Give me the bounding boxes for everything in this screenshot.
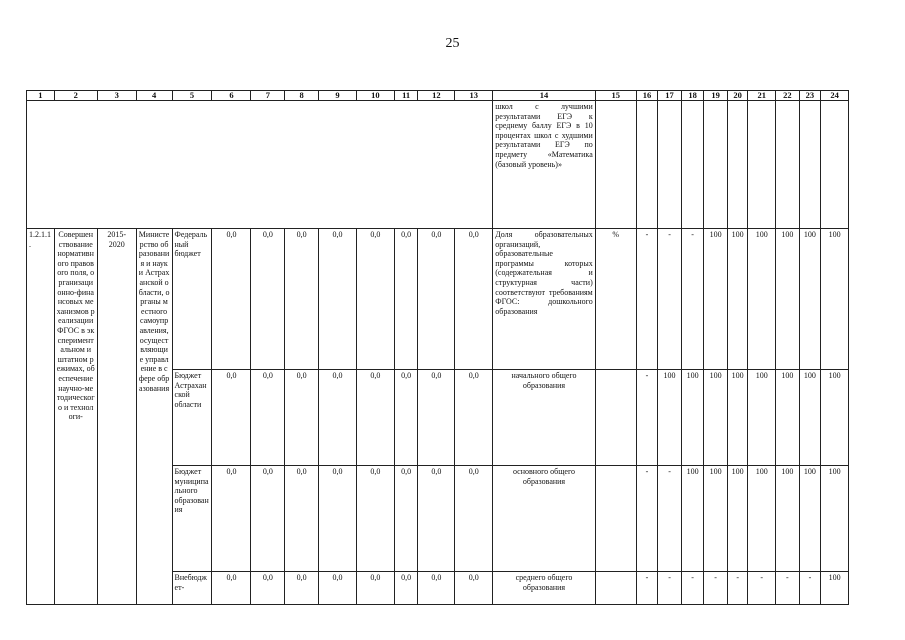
column-number: 11	[394, 91, 418, 101]
column-number: 10	[356, 91, 394, 101]
funding-value: 0,0	[394, 466, 418, 572]
empty-cell	[821, 101, 849, 229]
target-value: -	[636, 370, 658, 466]
funding-value: 0,0	[418, 466, 455, 572]
empty-cell	[727, 101, 747, 229]
funding-value: 0,0	[418, 370, 455, 466]
target-value: 100	[727, 466, 747, 572]
column-number: 18	[681, 91, 704, 101]
column-number: 17	[658, 91, 682, 101]
funding-value: 0,0	[394, 572, 418, 605]
target-value: -	[748, 572, 776, 605]
measure-executor: Министерство образования и науки Астраханской области, органы местного самоуправления, осуществляющие управление в сфере образования	[136, 229, 172, 605]
empty-cell	[776, 101, 800, 229]
unit-cell	[595, 370, 636, 466]
funding-source: Бюджет Астраханской области	[172, 370, 212, 466]
funding-value: 0,0	[455, 466, 493, 572]
column-number: 12	[418, 91, 455, 101]
measure-code: 1.2.1.1.	[27, 229, 55, 605]
funding-value: 0,0	[285, 229, 319, 370]
carryover-row	[27, 101, 849, 229]
target-value: 100	[776, 466, 800, 572]
target-value: 100	[681, 466, 704, 572]
funding-value: 0,0	[356, 370, 394, 466]
empty-cell	[595, 101, 636, 229]
column-number-row	[27, 91, 849, 101]
funding-value: 0,0	[251, 466, 285, 572]
funding-value: 0,0	[356, 572, 394, 605]
funding-value: 0,0	[319, 466, 357, 572]
funding-value: 0,0	[212, 572, 251, 605]
column-number: 1	[27, 91, 55, 101]
column-number: 22	[776, 91, 800, 101]
funding-value: 0,0	[455, 229, 493, 370]
indicator-text: основного общего образования	[493, 466, 595, 572]
target-value: -	[727, 572, 747, 605]
column-number: 15	[595, 91, 636, 101]
funding-value: 0,0	[394, 229, 418, 370]
target-value: 100	[681, 370, 704, 466]
target-value: 100	[821, 572, 849, 605]
funding-value: 0,0	[319, 370, 357, 466]
column-number: 9	[319, 91, 357, 101]
table-row	[27, 229, 849, 370]
funding-value: 0,0	[356, 229, 394, 370]
funding-value: 0,0	[251, 370, 285, 466]
column-number: 16	[636, 91, 658, 101]
target-value: -	[636, 466, 658, 572]
target-value: -	[704, 572, 728, 605]
funding-value: 0,0	[212, 370, 251, 466]
empty-cell	[27, 101, 493, 229]
target-value: -	[658, 229, 682, 370]
funding-value: 0,0	[251, 229, 285, 370]
column-number: 7	[251, 91, 285, 101]
unit-cell	[595, 572, 636, 605]
target-value: 100	[748, 229, 776, 370]
column-number: 5	[172, 91, 212, 101]
funding-value: 0,0	[394, 370, 418, 466]
empty-cell	[799, 101, 821, 229]
target-value: 100	[799, 370, 821, 466]
empty-cell	[658, 101, 682, 229]
target-value: -	[658, 572, 682, 605]
page-number: 25	[445, 36, 460, 51]
target-value: -	[681, 229, 704, 370]
funding-value: 0,0	[455, 370, 493, 466]
target-value: 100	[776, 229, 800, 370]
empty-cell	[704, 101, 728, 229]
measure-period: 2015-2020	[97, 229, 136, 605]
funding-value: 0,0	[356, 466, 394, 572]
target-value: -	[799, 572, 821, 605]
document-table	[26, 90, 849, 605]
column-number: 3	[97, 91, 136, 101]
column-number: 14	[493, 91, 595, 101]
target-value: 100	[748, 466, 776, 572]
indicator-text: Доля образовательных организаций, образовательные программы которых (содержательная и структурная части) соответствуют требованиям ФГОС: дошкольного образования	[493, 229, 595, 370]
target-value: 100	[658, 370, 682, 466]
funding-value: 0,0	[319, 572, 357, 605]
column-number: 13	[455, 91, 493, 101]
column-number: 23	[799, 91, 821, 101]
column-number: 8	[285, 91, 319, 101]
column-number: 24	[821, 91, 849, 101]
target-value: 100	[821, 466, 849, 572]
unit-cell	[595, 466, 636, 572]
target-value: 100	[799, 229, 821, 370]
target-value: 100	[776, 370, 800, 466]
column-number: 21	[748, 91, 776, 101]
target-value: -	[636, 572, 658, 605]
unit-cell: %	[595, 229, 636, 370]
target-value: 100	[821, 370, 849, 466]
funding-value: 0,0	[212, 466, 251, 572]
column-number: 2	[54, 91, 97, 101]
funding-source: Федеральный бюджет	[172, 229, 212, 370]
target-value: 100	[748, 370, 776, 466]
target-value: -	[681, 572, 704, 605]
funding-value: 0,0	[285, 370, 319, 466]
funding-value: 0,0	[418, 229, 455, 370]
column-number: 6	[212, 91, 251, 101]
target-value: 100	[821, 229, 849, 370]
empty-cell	[636, 101, 658, 229]
funding-source: Внебюджет-	[172, 572, 212, 605]
target-value: 100	[799, 466, 821, 572]
funding-value: 0,0	[418, 572, 455, 605]
target-value: 100	[704, 466, 728, 572]
target-value: 100	[704, 370, 728, 466]
indicator-carryover-text: школ с лучшими результатами ЕГЭ к среднему баллу ЕГЭ в 10 процентах школ с худшими результатами ЕГЭ по предмету «Математика (базовый уровень)»	[493, 101, 595, 229]
column-number: 4	[136, 91, 172, 101]
target-value: 100	[704, 229, 728, 370]
column-number: 20	[727, 91, 747, 101]
funding-value: 0,0	[455, 572, 493, 605]
funding-value: 0,0	[285, 466, 319, 572]
empty-cell	[681, 101, 704, 229]
target-value: -	[636, 229, 658, 370]
measure-name: Совершенствование нормативного правового поля, организационно-финансовых механизмов реализации ФГОС в экспериментальном и штатном режимах, обеспечение научно-методического и технологи-	[54, 229, 97, 605]
target-value: -	[776, 572, 800, 605]
indicator-text: начального общего образования	[493, 370, 595, 466]
target-value: 100	[727, 229, 747, 370]
funding-value: 0,0	[319, 229, 357, 370]
indicator-text: среднего общего образования	[493, 572, 595, 605]
empty-cell	[748, 101, 776, 229]
target-value: 100	[727, 370, 747, 466]
funding-value: 0,0	[212, 229, 251, 370]
column-number: 19	[704, 91, 728, 101]
target-value: -	[658, 466, 682, 572]
funding-value: 0,0	[285, 572, 319, 605]
funding-value: 0,0	[251, 572, 285, 605]
funding-source: Бюджет муниципального образования	[172, 466, 212, 572]
